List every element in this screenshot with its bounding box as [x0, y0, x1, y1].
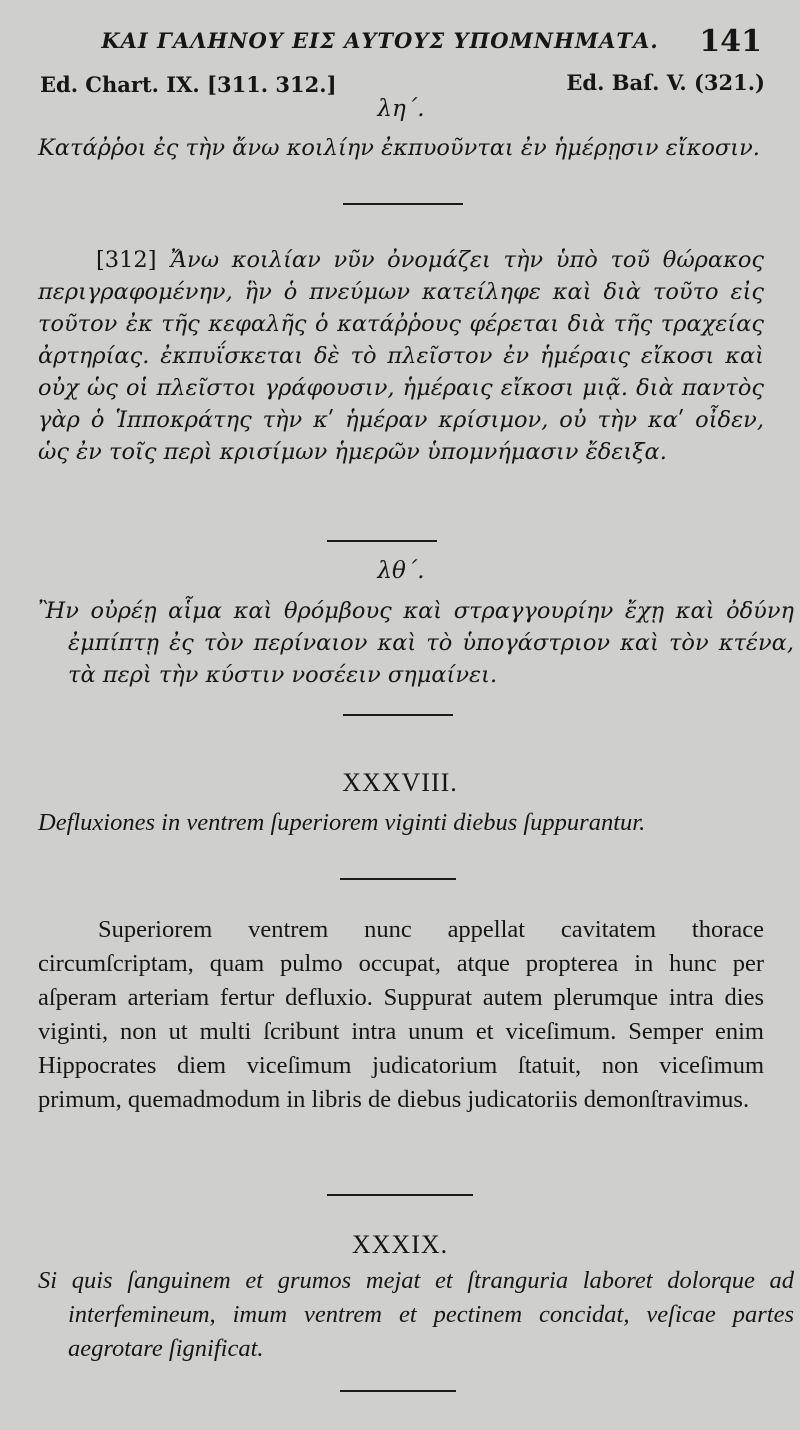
greek-aphorism-number-39: λθ΄. [377, 558, 425, 584]
latin-aphorism-number-38: XXXVIII. [342, 768, 458, 797]
greek-aphorism-38: Κατάῤῥοι ἐς τὴν ἄνω κοιλίην ἐκπυοῦνται ἐν ἡμέρῃσιν εἴκοσιν. [38, 135, 760, 161]
greek-aphorism-39: Ἢν οὐρέῃ αἷμα καὶ θρόμβους καὶ στραγγουρίην ἔχῃ καὶ ὀδύνη ἐμπίπτῃ ἐς τὸν περίναιον καὶ τὸ ὑπογάστριον καὶ τὸν κτένα, τὰ περὶ τὴν κύστιν νοσέειν σημαίνει. [38, 598, 794, 688]
section-rule [343, 203, 463, 205]
section-rule [327, 540, 437, 542]
section-rule [340, 878, 456, 880]
page-number: 141 [699, 24, 762, 59]
running-title: ΚΑΙ ΓΑΛΗΝΟΥ ΕΙΣ ΑΥΤΟΥΣ ΥΠΟΜΝΗΜΑΤΑ. [101, 28, 659, 53]
greek-aphorism-number-38: λη΄. [377, 96, 425, 122]
greek-commentary-38-text: Ἄνω κοιλίαν νῦν ὀνομάζει τὴν ὑπὸ τοῦ θώρακος περιγραφομένην, ἣν ὁ πνεύμων κατείληφε καὶ διὰ τοῦτο εἰς τοῦτον ἐκ τῆς κεφαλῆς ὁ κατάῤῥους φέρεται διὰ τῆς τραχείας ἀρτηρίας. ἐκπυΐσκεται δὲ τὸ πλεῖστον ἐν ἡμέραις εἴκοσι καὶ οὐχ ὡς οἱ πλεῖστοι γράφουσιν, ἡμέραις εἴκοσι μιᾷ. διὰ παντὸς γὰρ ὁ Ἱπποκράτης τὴν κʹ ἡμέραν κρίσιμον, οὐ τὴν καʹ οἶδεν, ὡς ἐν τοῖς περὶ κρισίμων ἡμερῶν ὑπομνήμασιν ἔδειξα. [38, 247, 764, 465]
greek-commentary-38 [38, 244, 764, 468]
latin-aphorism-number-39: XXXIX. [351, 1230, 449, 1259]
section-rule [343, 714, 453, 716]
section-rule [327, 1194, 473, 1196]
latin-aphorism-39: Si quis ſanguinem et grumos mejat et ſtranguria laboret dolorque ad interfemineum, imum ventrem et pectinem concidat, veſicae partes aegrotare ſignificat. [38, 1267, 794, 1362]
page-marker: [312] [96, 247, 157, 273]
latin-aphorism-38: Defluxiones in ventrem ſuperiorem viginti diebus ſuppurantur. [38, 809, 646, 836]
latin-commentary-38: Superiorem ventrem nunc appellat cavitatem thorace circumſcriptam, quam pulmo occupat, atque propterea in hunc per aſperam arteriam fertur defluxio. Suppurat autem plerumque intra dies viginti, non ut multi ſcribunt intra unum et viceſimum. Semper enim Hippocrates diem viceſimum judicatorium ſtatuit, non viceſimum primum, quemadmodum in libris de diebus judicatoriis demonſtravimus. [38, 916, 764, 1113]
edition-reference-left: Ed. Chart. IX. [311. 312.] [40, 72, 337, 97]
section-rule [340, 1390, 456, 1392]
edition-reference-right: Ed. Baſ. V. (321.) [566, 70, 765, 95]
